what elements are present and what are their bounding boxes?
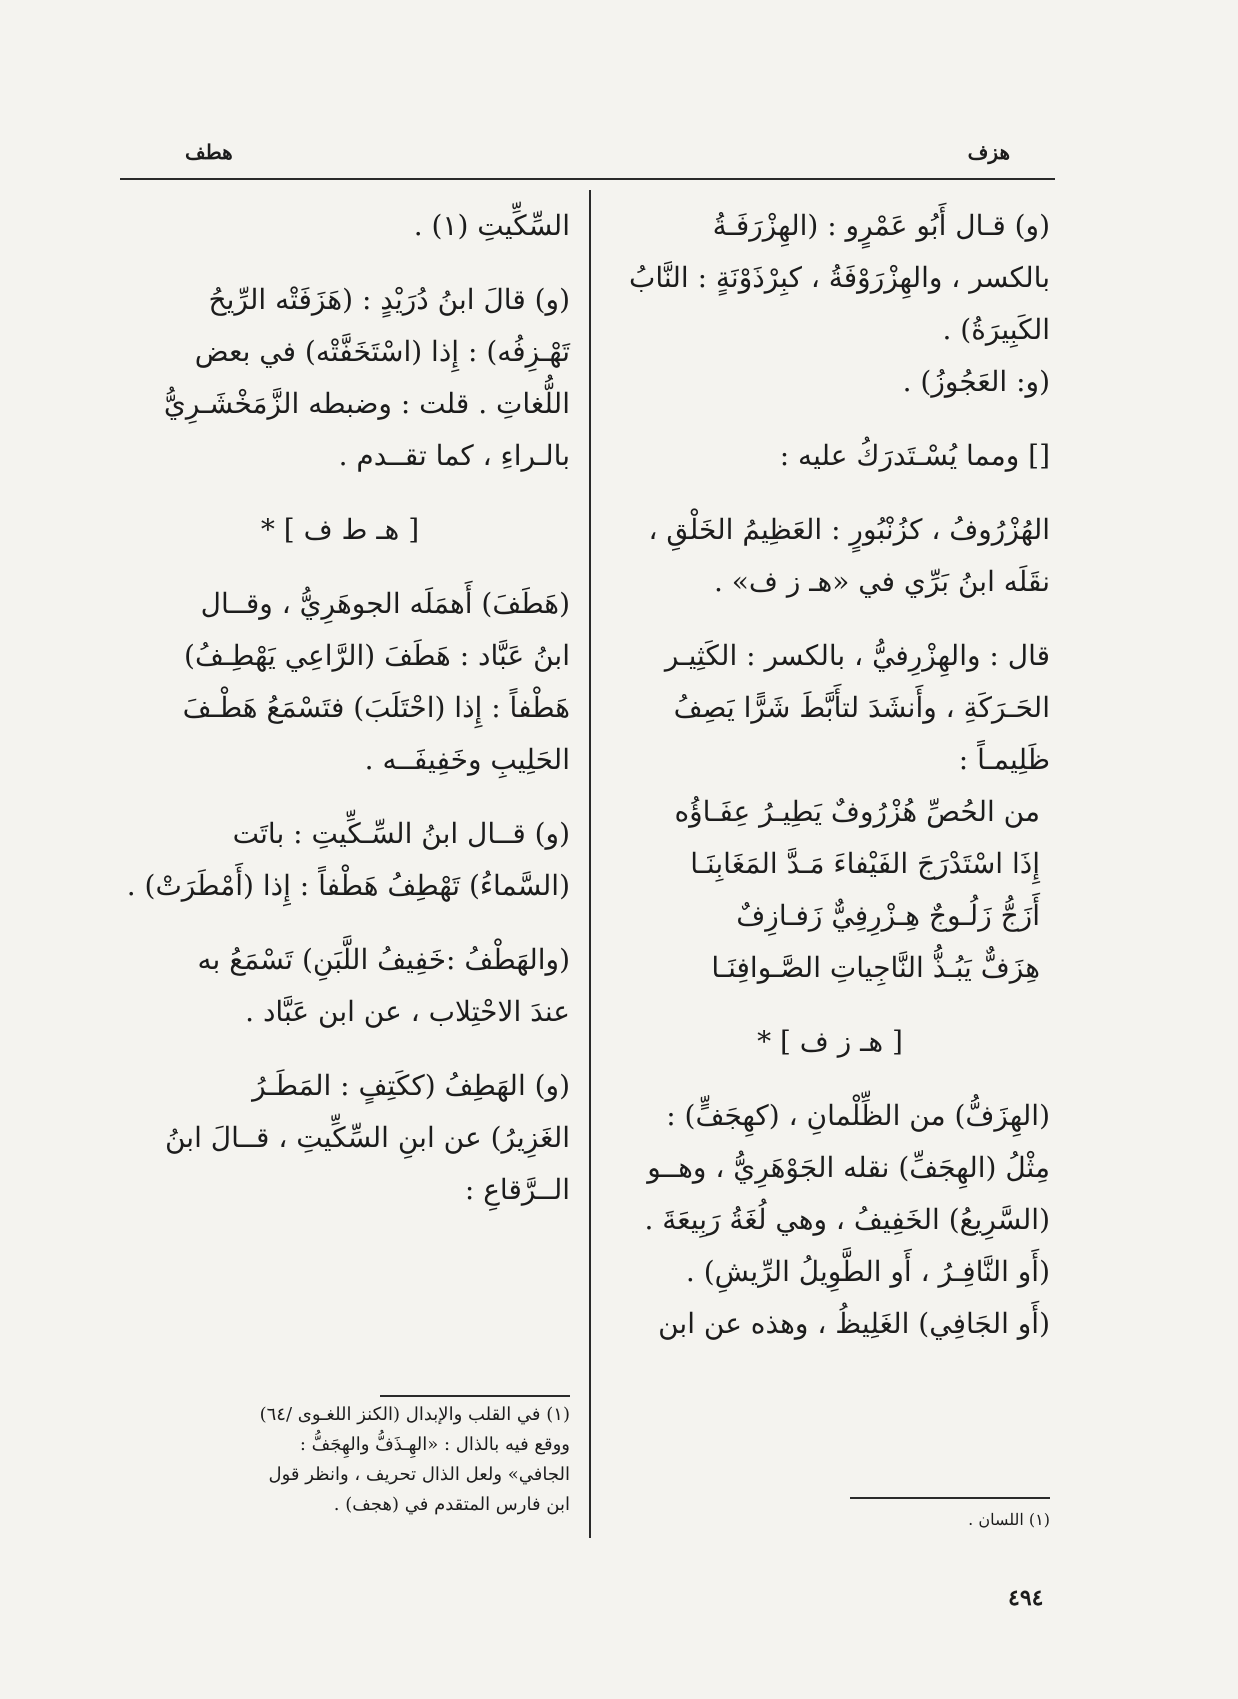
running-head-left: هطف	[185, 140, 233, 164]
footnote-line: ووقع فيه بالذال : «الهِـذَفُّ والهِجَفُّ :	[299, 1434, 570, 1455]
text-line: (و) قــال ابنُ السِّـكِّيتِ : باتَت	[232, 817, 570, 850]
text-line: ظَلِيمـاً :	[958, 743, 1050, 776]
text-line: اللُّغاتِ . قلت : وضبطه الزَّمَخْشَـرِيُّ	[163, 387, 570, 420]
text-line: (و) قـال أَبُو عَمْرٍو : (الهِزْرَفَـةُ	[712, 209, 1050, 242]
verse-line: هِزَفٌّ يَبُـذُّ النَّاجِياتِ الصَّـوافِنَـا	[711, 951, 1040, 984]
text-line: (السَّرِيعُ) الخَفِيفُ ، وهي لُغَةُ رَبِيعَةَ .	[644, 1203, 1050, 1236]
text-line: عندَ الاحْتِلاب ، عن ابن عَبَّاد .	[245, 995, 570, 1028]
footnote-line: (١) في القلب والإبدال (الكنز اللغـوى /٦٤)	[259, 1404, 570, 1425]
footnote-line: (١) اللسان .	[968, 1510, 1050, 1529]
column-divider	[589, 190, 591, 1538]
text-line: (و: العَجُوزُ) .	[902, 365, 1050, 398]
verse-line: إِذَا اسْتَدْرَجَ الفَيْفاءَ مَـدَّ المَغَابِنَـا	[690, 847, 1040, 880]
footnote-line: الجافي» ولعل الذال تحريف ، وانظر قول	[268, 1464, 570, 1485]
text-line: (السَّماءُ) تَهْطِفُ هَطْفاً : إِذا (أَمْطَرَتْ) .	[126, 869, 570, 902]
text-line: هَطْفاً : إِذا (احْتَلَبَ) فتَسْمَعُ هَطْـفَ	[182, 691, 570, 724]
text-line: الكَبِيرَةُ) .	[942, 313, 1050, 346]
text-line: تَهْـزِفُه) : إِذا (اسْتَخَفَّتْه) في بعض	[194, 335, 570, 368]
mustadrak-marker: [] ومما يُسْـتَدرَكُ عليه :	[779, 439, 1050, 472]
text-line: الحَـرَكَةِ ، وأَنشَدَ لتأَبَّطَ شَرًّا يَصِفُ	[673, 691, 1050, 724]
text-line: الغَزِيرُ) عن ابنِ السِّكِّيتِ ، قــالَ ابنُ	[164, 1121, 570, 1154]
verse-line: أَزَجُّ زَلُـوجٌ هِـزْرِفِيٌّ زَفـازِفٌ	[736, 899, 1040, 932]
text-line: (والهَطْفُ :خَفِيفُ اللَّبَنِ) تَسْمَعُ به	[197, 943, 570, 976]
text-line: ابنُ عَبَّاد : هَطَفَ (الرَّاعِي يَهْطِـفُ)	[184, 639, 570, 672]
running-head-right: هزف	[967, 140, 1010, 164]
text-line: نقَلَه ابنُ بَرِّي في «هـ ز ف» .	[714, 565, 1050, 598]
text-line: (أَو الجَافِي) الغَلِيظُ ، وهذه عن ابن	[658, 1307, 1050, 1340]
header-rule	[120, 178, 1055, 180]
page-number: ٤٩٤	[1008, 1585, 1044, 1611]
left-column	[110, 200, 570, 1216]
text-line: السِّكِّيتِ (١) .	[413, 209, 570, 242]
text-line: بالـراءِ ، كما تقــدم .	[338, 439, 570, 472]
text-line: بالكسر ، والهِزْرَوْفَةُ ، كبِرْذَوْنَةٍ : النَّابُ	[629, 261, 1050, 294]
footnote-right	[610, 1505, 1050, 1535]
verse-line: من الحُصِّ هُزْرُوفٌ يَطِيـرُ عِفَـاؤُه	[674, 795, 1040, 828]
footnote-line: ابن فارس المتقدم في (هجف) .	[333, 1494, 570, 1515]
text-line: (هَطَفَ) أَهمَلَه الجوهَرِيُّ ، وقــال	[200, 587, 570, 620]
text-line: الهُزْرُوفُ ، كزُنْبُورٍ : العَظِيمُ الخَلْقِ ،	[648, 513, 1050, 546]
text-line: (الهِزَفُّ) من الظِّلْمانِ ، (كهِجَفٍّ) :	[666, 1099, 1050, 1132]
right-column	[610, 200, 1050, 1350]
entry-heading: [ هـ ط ف ] *	[260, 513, 420, 546]
footnote-rule-left	[380, 1395, 570, 1397]
text-line: قال : والهِزْرِفيُّ ، بالكسر : الكَثِيـر	[664, 639, 1050, 672]
text-line: (و) قالَ ابنُ دُرَيْدٍ : (هَزَفَتْه الرِّيحُ	[208, 283, 570, 316]
text-line: الحَلِيبِ وخَفِيفَــه .	[364, 743, 570, 776]
footnote-rule-right	[850, 1497, 1050, 1499]
text-line: (أَو النَّافِـرُ ، أَو الطَّوِيلُ الرِّيشِ) .	[685, 1255, 1050, 1288]
entry-heading: [ هـ ز ف ] *	[757, 1025, 903, 1058]
text-line: مِثْلُ (الهِجَفِّ) نقله الجَوْهَرِيُّ ، وهــو	[647, 1151, 1050, 1184]
text-line: (و) الهَطِفُ (ككَتِفٍ : المَطَـرُ	[252, 1069, 570, 1102]
text-line: الــرَّقاعِ :	[464, 1173, 570, 1206]
footnote-left	[110, 1400, 570, 1520]
